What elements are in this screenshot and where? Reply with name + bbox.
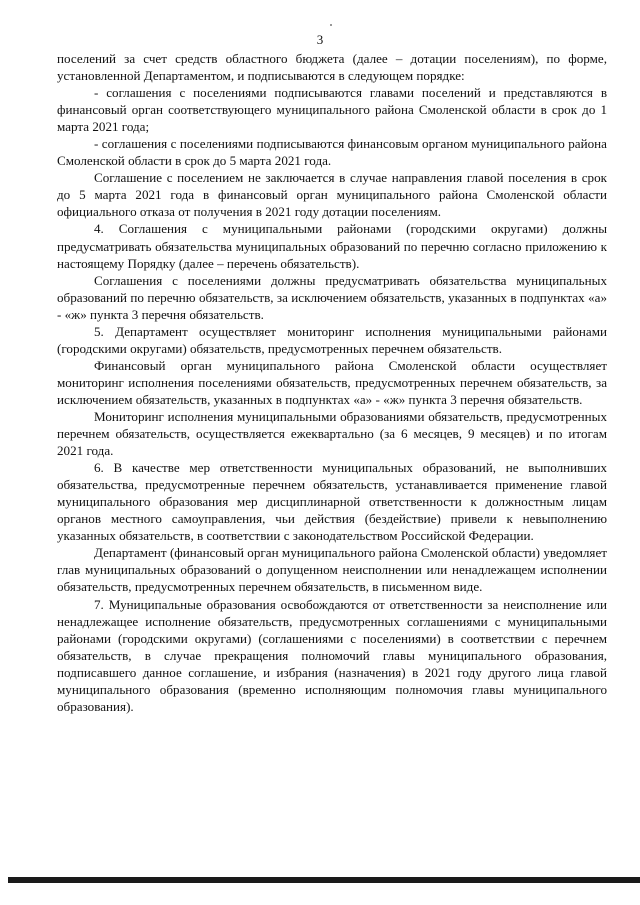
paragraph: Мониторинг исполнения муниципальными образованиями обязательств, предусмотренных перечнем обязательств, осуществляется ежеквартально (за 6 месяцев, 9 месяцев) и по итогам 2021 года. — [57, 408, 607, 459]
paragraph: Финансовый орган муниципального района Смоленской области осуществляет мониторинг исполнения поселениями обязательств, предусмотренных перечнем обязательств, за исключением обязательств, указанных в подпунктах «а» - «ж» пункта 3 перечня обязательств. — [57, 357, 607, 407]
document-body — [57, 50, 607, 715]
paragraph: Соглашение с поселением не заключается в случае направления главой поселения в срок до 5 марта 2021 года в финансовый орган муниципального района Смоленской области официального отказа от получения в 2021 году дотации поселениям. — [57, 170, 607, 220]
scan-edge-bar — [8, 877, 640, 883]
paragraph: Соглашения с поселениями должны предусматривать обязательства муниципальных образований по перечню обязательств, за исключением обязательств, указанных в подпунктах «а» - «ж» пункта 3 перечня обязательств. — [57, 272, 607, 322]
paragraph: Департамент (финансовый орган муниципального района Смоленской области) уведомляет глав муниципальных образований о допущенном неисполнении или ненадлежащем исполнении обязательств, предусмотренных перечнем обязательств, в письменном виде. — [57, 545, 607, 595]
paragraph: 5. Департамент осуществляет мониторинг исполнения муниципальными районами (городскими округами) обязательств, предусмотренных перечнем обязательств. — [57, 323, 607, 356]
paragraph: 7. Муниципальные образования освобождаются от ответственности за неисполнение или ненадлежащее исполнение обязательств, предусмотренных соглашениями с муниципальными районами (городскими округами) (соглашениями с поселениями) в соответствии с перечнем обязательств, в случае прекращения полномочий главы муниципального образования, подписавшего данное соглашение, и избрания (назначения) в 2021 году другого лица главой муниципального образования (временно исполняющим полномочия главы муниципального образования). — [57, 596, 607, 714]
paragraph: 6. В качестве мер ответственности муниципальных образований, не выполнивших обязательства, предусмотренные перечнем обязательств, устанавливается применение главой муниципального образования мер дисциплинарной ответственности к должностным лицам органов местного самоуправления, чьи действия (бездействие) привели к невыполнению указанных обязательств, в соответствии с законодательством Российской Федерации. — [57, 460, 607, 544]
paragraph: поселений за счет средств областного бюджета (далее – дотации поселениям), по форме, установленной Департаментом, и подписываются в следующем порядке: — [57, 51, 607, 84]
paragraph: - соглашения с поселениями подписываются финансовым органом муниципального района Смоленской области в срок до 5 марта 2021 года. — [57, 136, 607, 169]
scan-speck — [330, 24, 332, 26]
paragraph: 4. Соглашения с муниципальными районами (городскими округами) должны предусматривать обязательства муниципальных образований по перечню согласно приложению к настоящему Порядку (далее – перечень обязательств). — [57, 221, 607, 271]
page-number: 3 — [316, 32, 324, 47]
paragraph: - соглашения с поселениями подписываются главами поселений и представляются в финансовый орган соответствующего муниципального района Смоленской области в срок до 1 марта 2021 года; — [57, 85, 607, 135]
